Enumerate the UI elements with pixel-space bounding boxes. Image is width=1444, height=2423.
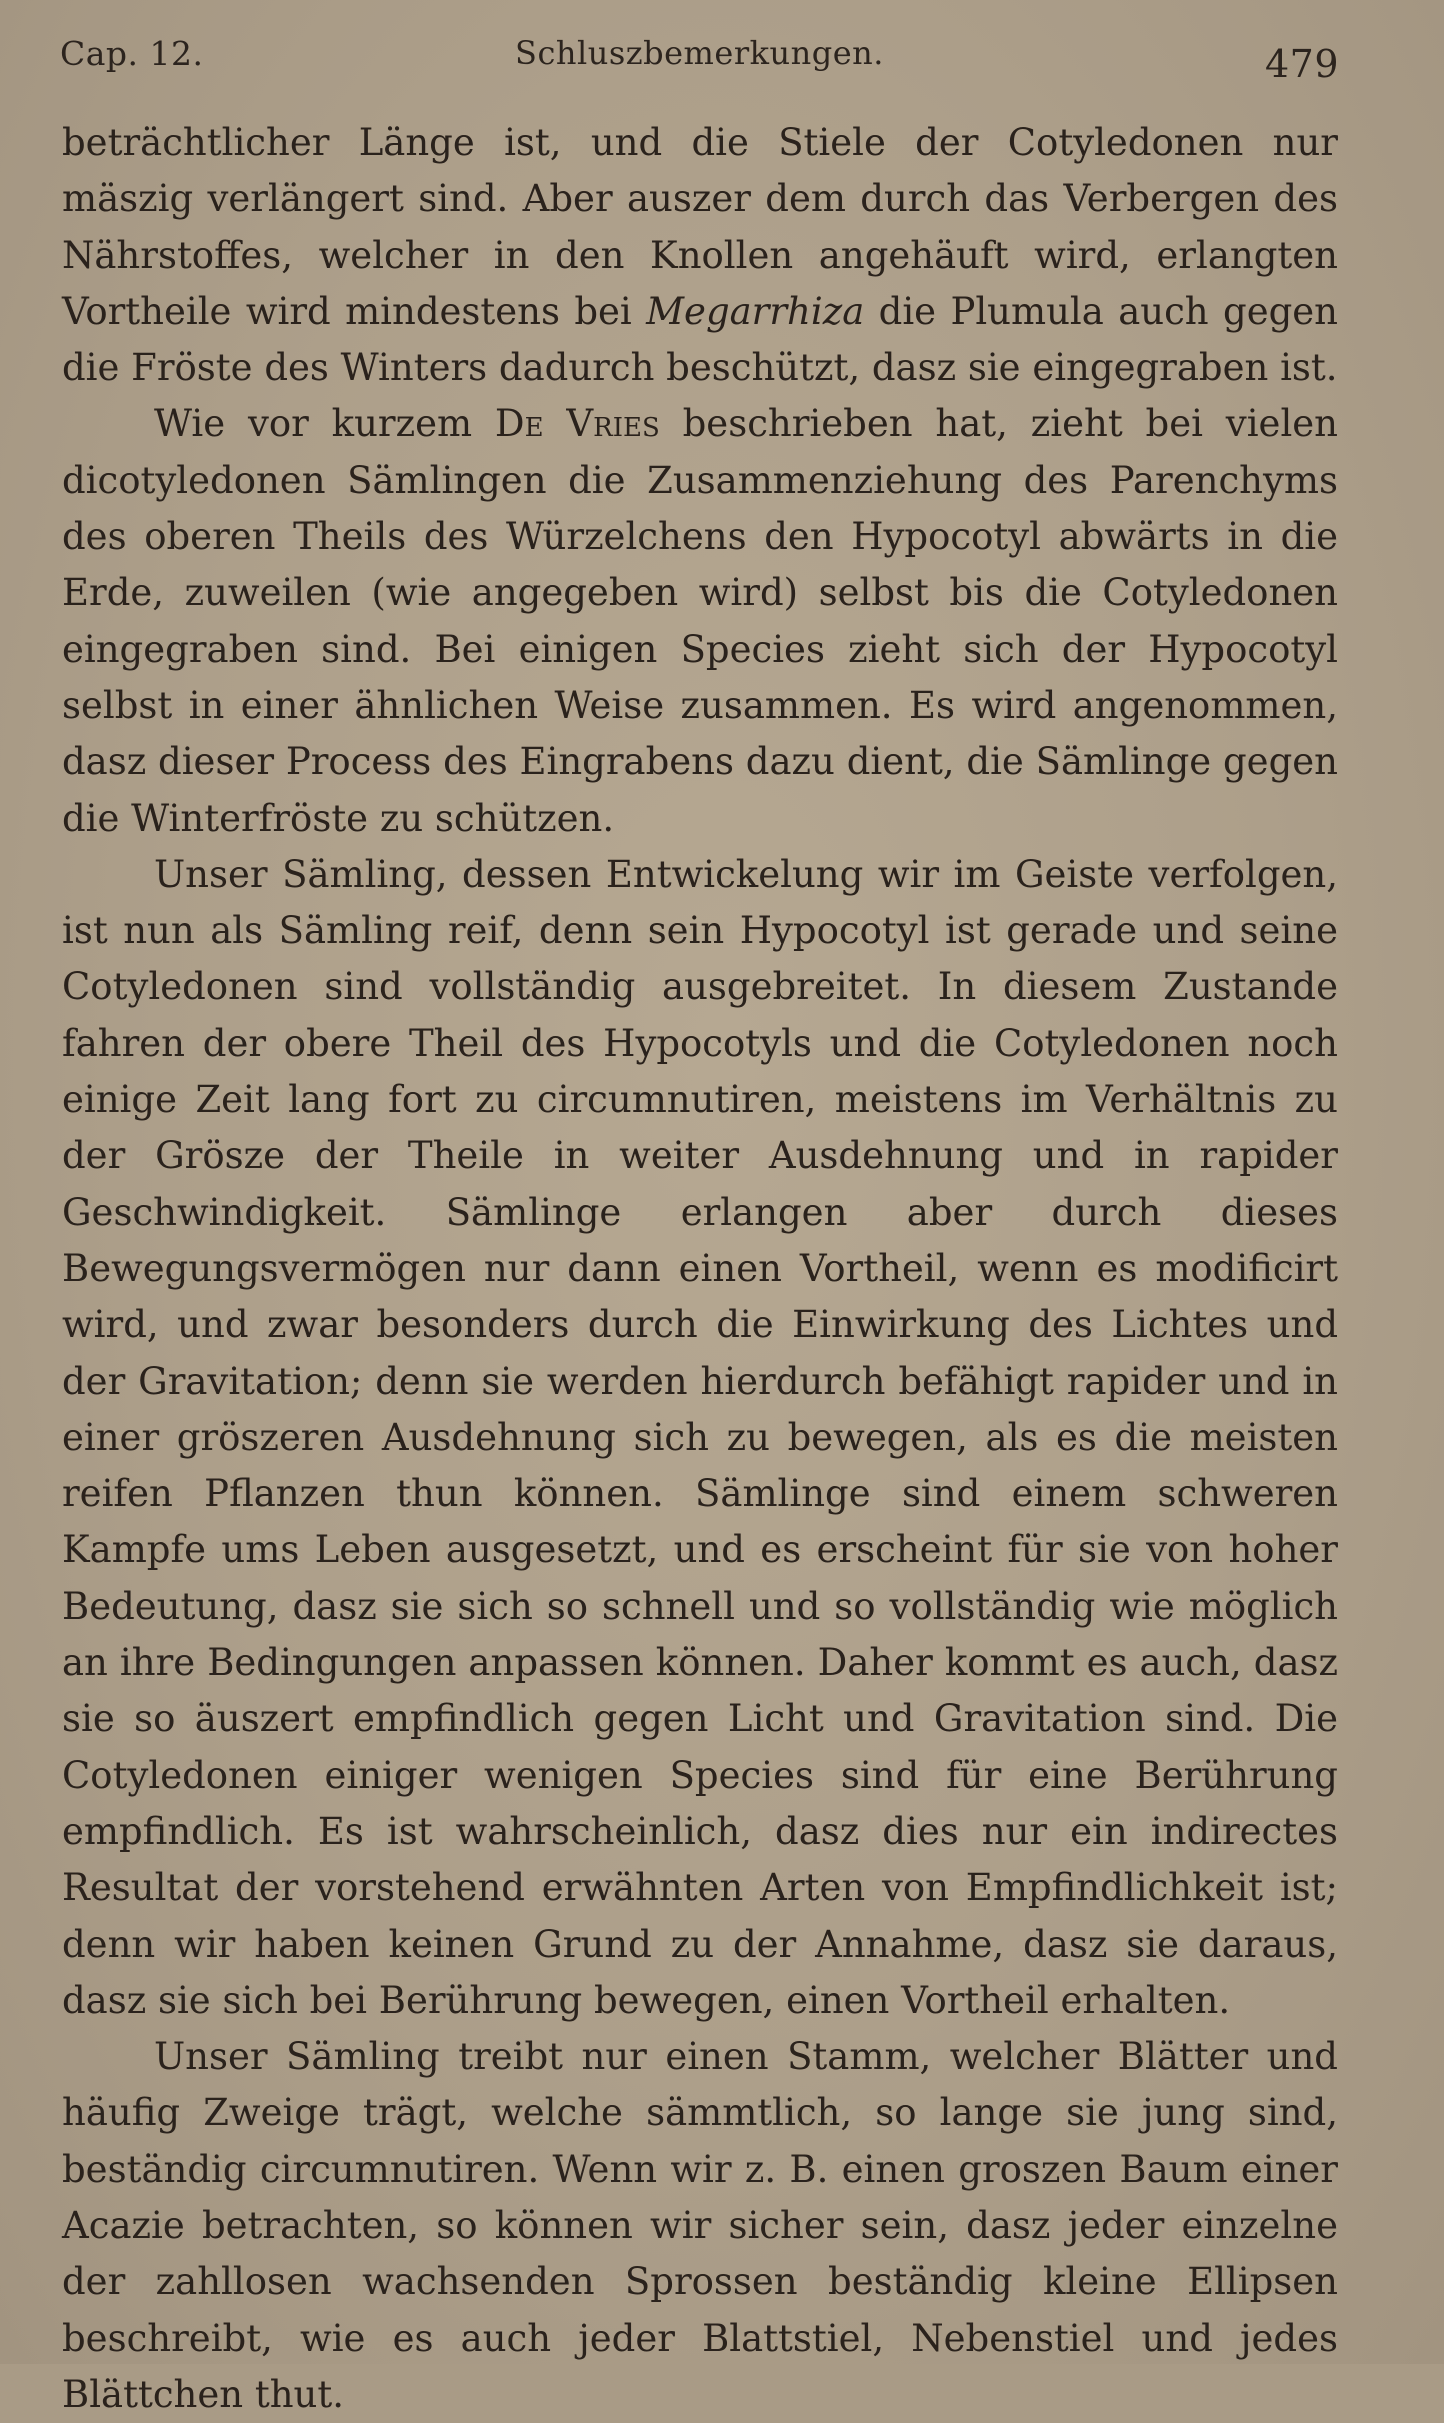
running-header <box>60 34 1339 94</box>
italic-taxon: Megarrhiza <box>646 289 865 333</box>
author-name: De Vries <box>494 402 660 446</box>
text-segment: Unser Sämling, dessen Entwickelung wir im Geiste verfolgen, ist nun als Sämling reif, denn sein Hypocotyl ist gerade und seine Cotyledonen sind vollständig ausgebreitet. In diesem Zustande fahren der obere Theil des Hypocotyls und die Cotyledonen noch einige Zeit lang fort zu circumnutiren, meistens im Verhältnis zu der Grösze der Theile in weiter Ausdehnung und in rapider Geschwindigkeit. Sämlinge erlangen aber durch dieses Bewegungsvermögen nur dann einen Vortheil, wenn es modificirt wird, und zwar besonders durch die Einwirkung des Lichtes und der Gravitation; denn sie werden hierdurch befähigt rapider und in einer gröszeren Ausdehnung sich zu bewegen, als es die meisten reifen Pflanzen thun können. Sämlinge sind einem schweren Kampfe ums Leben ausgesetzt, und es erscheint für sie von hoher Bedeutung, dasz sie sich so schnell und so vollständig wie möglich an ihre Bedingungen anpassen können. Daher kommt es auch, dasz sie so äuszert empfindlich gegen Licht und Gravitation sind. Die Cotyledonen einiger wenigen Species sind für eine Berührung empfindlich. Es ist wahrscheinlich, dasz dies nur ein indirectes Resultat der vorstehend erwähnten Arten von Empfindlichkeit ist; denn wir haben keinen Grund zu der Annahme, dasz sie daraus, dasz sie sich bei Berührung bewegen, einen Vortheil erhalten. <box>62 852 1338 2022</box>
text-segment: Unser Sämling treibt nur einen Stamm, welcher Blätter und häufig Zweige trägt, welche sämmtlich, so lange sie jung sind, beständig circumnutiren. Wenn wir z. B. einen groszen Baum einer Acazie betrachten, so können wir sicher sein, dasz jeder einzelne der zahllosen wachsenden Sprossen beständig kleine Ellipsen beschreibt, wie es auch jeder Blattstiel, Nebenstiel und jedes Blättchen thut. <box>62 2035 1338 2416</box>
paragraph-2 <box>62 396 1338 846</box>
text-segment: Wie vor kurzem <box>154 402 495 446</box>
running-title: Schluszbemerkungen. <box>515 34 884 72</box>
text-segment: beträchtlicher Länge ist, und die Stiele der Cotyledonen nur mäszig verlängert sind. Aber auszer dem durch das Verbergen des Nährstoffes, welcher in den Knollen angehäuft wird, erlangten Vortheile wird mindestens bei <box>62 121 1338 333</box>
chapter-label: Cap. 12. <box>60 34 204 73</box>
text-segment: die Plumula auch gegen die Fröste des Winters dadurch beschützt, dasz sie eingegraben ist. <box>62 289 1339 390</box>
page-number: 479 <box>1264 42 1339 86</box>
body-text <box>62 115 1338 2423</box>
paragraph-1 <box>62 115 1338 396</box>
paragraph-3 <box>62 847 1338 2029</box>
text-segment: beschrieben hat, zieht bei vielen dicotyledonen Sämlingen die Zusammenziehung des Parenchyms des oberen Theils des Würzelchens den Hypocotyl abwärts in die Erde, zuweilen (wie angegeben wird) selbst bis die Cotyledonen eingegraben sind. Bei einigen Species zieht sich der Hypocotyl selbst in einer ähnlichen Weise zusammen. Es wird angenommen, dasz dieser Process des Eingrabens dazu dient, die Sämlinge gegen die Winterfröste zu schützen. <box>62 402 1339 840</box>
